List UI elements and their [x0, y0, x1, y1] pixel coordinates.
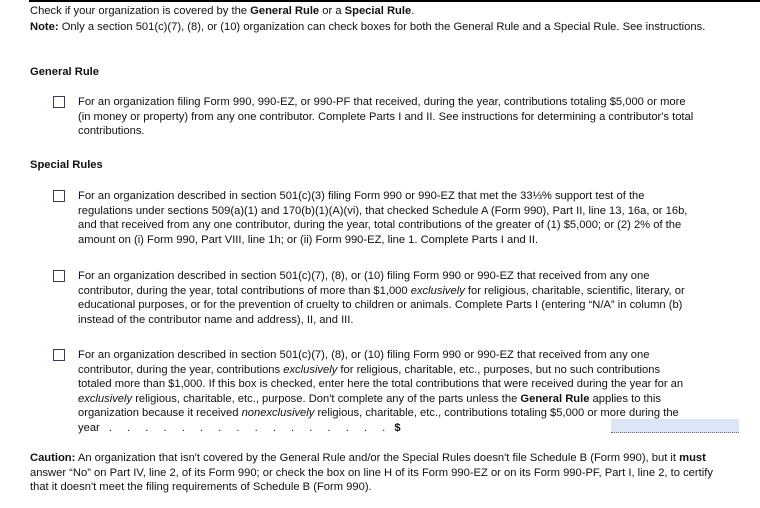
special-rule-2-text: For an organization described in section 501(c)(7), (8), or (10) filing Form 990 or 990-EZ that received from any one contributor, during the year, total contributions of more than $1,000 exclusively for religious, charitable, scientific, literary, or educational purposes, or for the prevention of cruelty to children or animals. Complete Parts I (entering “N/A” in column (b) instead of the contributor name and address), II, and III.: [78, 270, 685, 326]
total-contributions-amount-field[interactable]: [611, 419, 739, 433]
intro-text: Check if your organization is covered by the General Rule or a Special Rule.: [30, 5, 415, 17]
leader-dots: . . . . . . . . . . . . . . . .: [99, 421, 392, 434]
general-rule-text: For an organization filing Form 990, 990-EZ, or 990-PF that received, during the year, contributions totaling $5,000 or more (in money or property) from any one contributor. Complete Parts I and II. See instructions for determining a contributor's total contributions.: [78, 96, 694, 138]
special-rules-heading: Special Rules: [30, 159, 103, 171]
special-rule-1-text: For an organization described in section 501(c)(3) filing Form 990 or 990-EZ that met the 33⅓% support test of the regulations under sections 509(a)(1) and 170(b)(1)(A)(vi), that checked Schedule A (Form 990), Part II, line 13, 16a, or 16b, and that received from any one contributor, during the year, total contributions of the greater of (1) $5,000; or (2) 2% of the amount on (i) Form 990, Part VIII, line 1h; or (ii) Form 990-EZ, line 1. Complete Parts I and II.: [78, 190, 688, 246]
special-rule-3-text: For an organization described in section 501(c)(7), (8), or (10) filing Form 990 or 990-EZ that received from any one contributor, during the year, contributions exclusively for religious, charitable, etc., purposes, but no such contributions totaled more than $1,000. If this box is checked, enter here the total contributions that were received during the year for an exclusively religious, charitable, etc., purpose. Don't complete any of the parts unless the General Rule applies to this organization because it received nonexclusively religious, charitable, etc., contributions totaling $5,000 or more during the year . . . . . . . . . . . . . . . . $: [78, 349, 684, 434]
note-text: Note: Only a section 501(c)(7), (8), or (10) organization can check boxes for both the General Rule and a Special Rule. See instructions.: [30, 21, 706, 33]
top-rule-line: [29, 0, 760, 2]
special-rule-3-checkbox[interactable]: [53, 349, 65, 361]
caution-text: Caution: An organization that isn't covered by the General Rule and/or the Special Rules doesn't file Schedule B (Form 990), but it must answer “No” on Part IV, line 2, of its Form 990; or check the box on line H of its Form 990-EZ or on its Form 990-PF, Part I, line 2, to certify that it doesn't meet the filing requirements of Schedule B (Form 990).: [30, 452, 713, 494]
general-rule-heading: General Rule: [30, 66, 100, 78]
general-rule-checkbox[interactable]: [53, 96, 65, 108]
special-rule-2-checkbox[interactable]: [53, 270, 65, 282]
currency-symbol: $: [394, 421, 401, 434]
special-rule-1-checkbox[interactable]: [53, 190, 65, 202]
